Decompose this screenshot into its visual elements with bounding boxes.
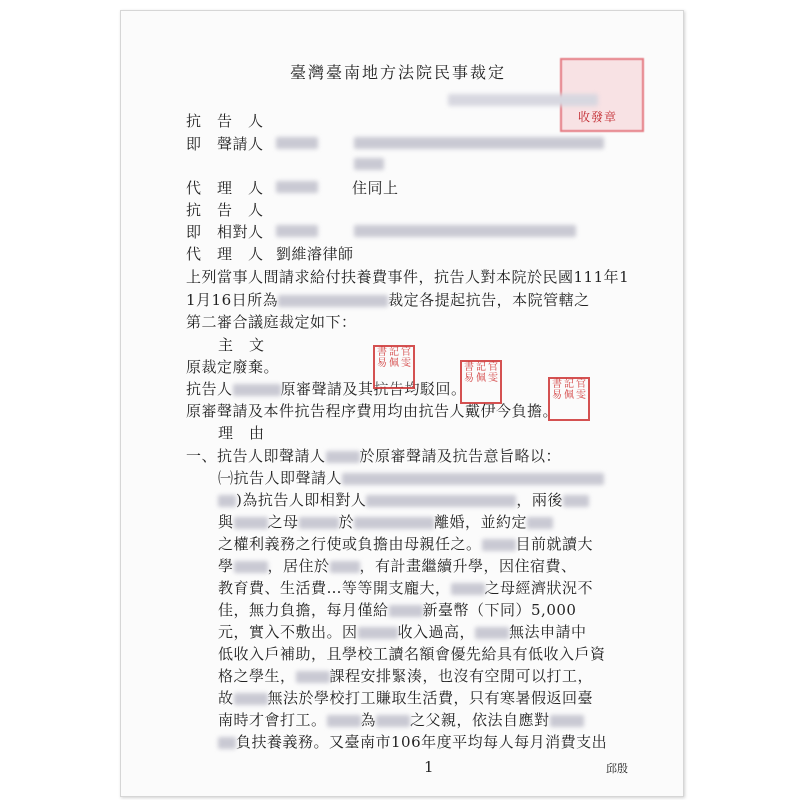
clerk-seal-3: 書 記 官 易 佩 雯	[548, 377, 590, 421]
agent-1-address: 住同上	[352, 179, 399, 197]
page-number: 1	[424, 758, 434, 776]
para-line-4: 之權利義務之行使或負擔由母親任之。 目前就讀大	[218, 535, 594, 553]
para-line-13: 負扶養義務。又臺南市106年度平均每人每月消費支出	[218, 731, 607, 752]
para-line-12: 南時才會打工。 為 之父親，依法自應對	[218, 709, 584, 730]
appellant-1-name-redacted	[276, 133, 318, 151]
para-line-11: 故 無法於學校打工賺取生活費，只有寒暑假返回臺	[218, 689, 594, 707]
document-title: 臺灣臺南地方法院民事裁定	[290, 63, 507, 82]
clerk-seal-1: 書 記 官 易 佩 雯	[373, 345, 415, 389]
para-line-7: 佳，無力負擔，每月僅給 新臺幣（下同）5,000	[218, 601, 577, 619]
agent-1-role: 代 理 人	[186, 179, 264, 197]
footer-initials: 邱殷	[606, 762, 628, 775]
para-line-6: 教育費、生活費…等等開支龐大， 之母經濟狀況不	[218, 579, 594, 597]
appellant-2-name-redacted	[276, 221, 318, 239]
case-number-redacted	[448, 90, 598, 108]
intro-line-3: 第二審合議庭裁定如下：	[186, 313, 357, 331]
appellant-1-address-redacted-2	[354, 154, 384, 172]
main-text-item-3: 原審聲請及本件抗告程序費用均由抗告人戴伊今負擔。	[186, 402, 559, 420]
para-line-10: 格之學生， 課程安排緊湊，也沒有空閒可以打工，	[218, 667, 594, 685]
reasons-heading: 理 由	[218, 424, 265, 442]
para-line-5: 學 ，居住於 ，有計畫繼續升學，因住宿費、	[218, 557, 577, 575]
appellant-2-role-2: 即 相對人	[186, 223, 264, 241]
para-line-1: ㈠抗告人即聲請人	[218, 467, 604, 488]
para-line-3: 與 之母 於 離婚，並約定	[218, 511, 553, 532]
appellant-2-role-1: 抗 告 人	[186, 201, 264, 219]
para-line-9: 低收入戶補助，且學校工讀名額會優先給具有低收入戶資	[218, 645, 606, 663]
appellant-1-role-1: 抗 告 人	[186, 112, 264, 130]
para-line-2: )為抗告人即相對人 ，兩後	[218, 489, 589, 510]
reasons-section-1: 一、抗告人即聲請人 於原審聲請及抗告意旨略以：	[186, 447, 562, 465]
intro-line-2: 1月16日所為 裁定各提起抗告，本院管轄之	[186, 291, 590, 309]
main-text-item-2: 抗告人 原審聲請及其抗告均駁回。	[186, 380, 467, 398]
agent-1-name-redacted	[276, 177, 318, 195]
main-text-heading: 主 文	[218, 336, 265, 354]
intro-line-1: 上列當事人間請求給付扶養費事件，抗告人對本院於民國111年1	[186, 268, 630, 286]
para-line-8: 元，實入不敷出。因 收入過高， 無法申請中	[218, 623, 587, 641]
appellant-2-address-redacted	[354, 221, 576, 239]
agent-2-name: 劉維濬律師	[276, 245, 354, 263]
agent-2-role: 代 理 人	[186, 245, 264, 263]
clerk-seal-2: 書 記 官 易 佩 雯	[460, 360, 502, 404]
appellant-1-role-2: 即 聲請人	[186, 135, 264, 153]
received-stamp-label: 收發章	[578, 110, 618, 124]
appellant-1-address-redacted	[354, 133, 604, 151]
main-text-item-1: 原裁定廢棄。	[186, 358, 280, 376]
